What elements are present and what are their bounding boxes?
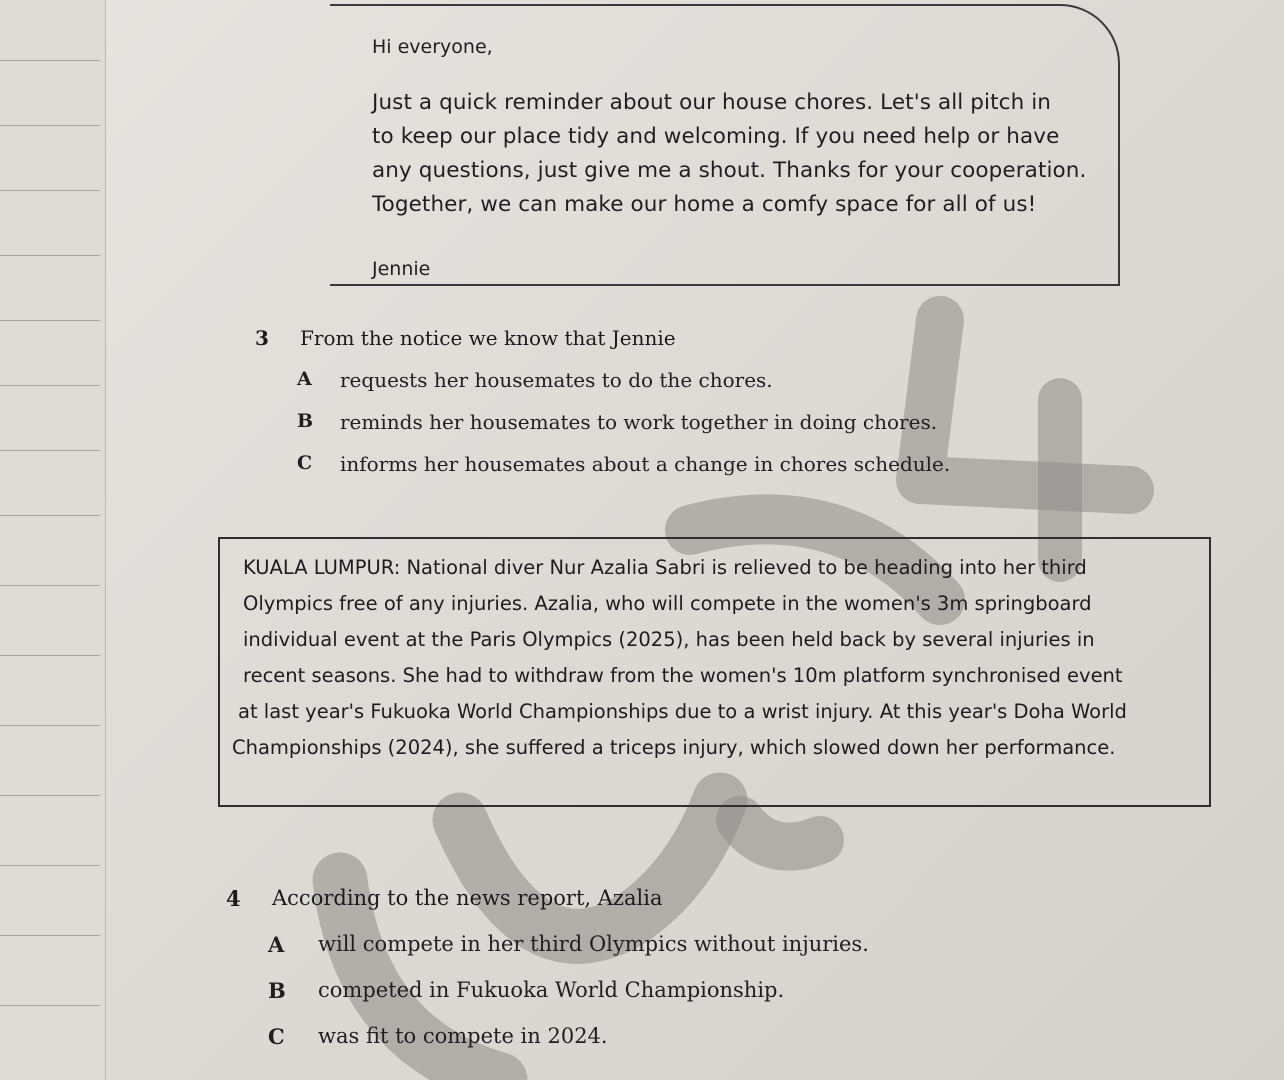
notice-line: any questions, just give me a shout. Thanks for your cooperation. — [372, 158, 1087, 183]
question-stem: From the notice we know that Jennie — [300, 326, 676, 350]
news-line: individual event at the Paris Olympics (2025), has been held back by several injuries in — [243, 628, 1095, 651]
notice-line: Just a quick reminder about our house chores. Let's all pitch in — [372, 90, 1052, 115]
option-c-text[interactable]: was fit to compete in 2024. — [318, 1024, 608, 1048]
strip-line — [0, 935, 100, 936]
option-letter: C — [268, 1024, 285, 1049]
news-line: at last year's Fukuoka World Championships due to a wrist injury. At this year's Doha World — [238, 700, 1127, 723]
strip-line — [0, 1005, 100, 1006]
question-number: 3 — [255, 326, 269, 350]
strip-line — [0, 125, 100, 126]
option-letter: A — [268, 932, 285, 957]
news-line: Olympics free of any injuries. Azalia, who will compete in the women's 3m springboard — [243, 592, 1092, 615]
strip-line — [0, 320, 100, 321]
strip-line — [0, 655, 100, 656]
strip-line — [0, 190, 100, 191]
option-b-text[interactable]: reminds her housemates to work together in doing chores. — [340, 410, 938, 434]
strip-line — [0, 515, 100, 516]
option-letter: B — [268, 978, 286, 1003]
strip-line — [0, 255, 100, 256]
news-line: KUALA LUMPUR: National diver Nur Azalia Sabri is relieved to be heading into her third — [243, 556, 1087, 579]
option-a-text[interactable]: will compete in her third Olympics without injuries. — [318, 932, 869, 956]
option-letter: C — [297, 452, 313, 474]
strip-line — [0, 60, 100, 61]
strip-line — [0, 795, 100, 796]
question-stem: According to the news report, Azalia — [272, 886, 663, 910]
strip-line — [0, 865, 100, 866]
strip-line — [0, 450, 100, 451]
notice-greeting: Hi everyone, — [372, 36, 493, 58]
news-line: Championships (2024), she suffered a triceps injury, which slowed down her performance. — [232, 736, 1116, 759]
notebook-strip — [0, 0, 106, 1080]
notice-signature: Jennie — [372, 258, 431, 280]
question-number: 4 — [226, 886, 241, 911]
option-letter: A — [297, 368, 312, 390]
strip-line — [0, 585, 100, 586]
strip-line — [0, 725, 100, 726]
option-c-text[interactable]: informs her housemates about a change in chores schedule. — [340, 452, 951, 476]
notice-line: to keep our place tidy and welcoming. If you need help or have — [372, 124, 1060, 149]
notice-line: Together, we can make our home a comfy space for all of us! — [372, 192, 1037, 217]
strip-line — [0, 385, 100, 386]
news-line: recent seasons. She had to withdraw from the women's 10m platform synchronised event — [243, 664, 1123, 687]
option-a-text[interactable]: requests her housemates to do the chores. — [340, 368, 773, 392]
option-b-text[interactable]: competed in Fukuoka World Championship. — [318, 978, 785, 1002]
option-letter: B — [297, 410, 314, 432]
